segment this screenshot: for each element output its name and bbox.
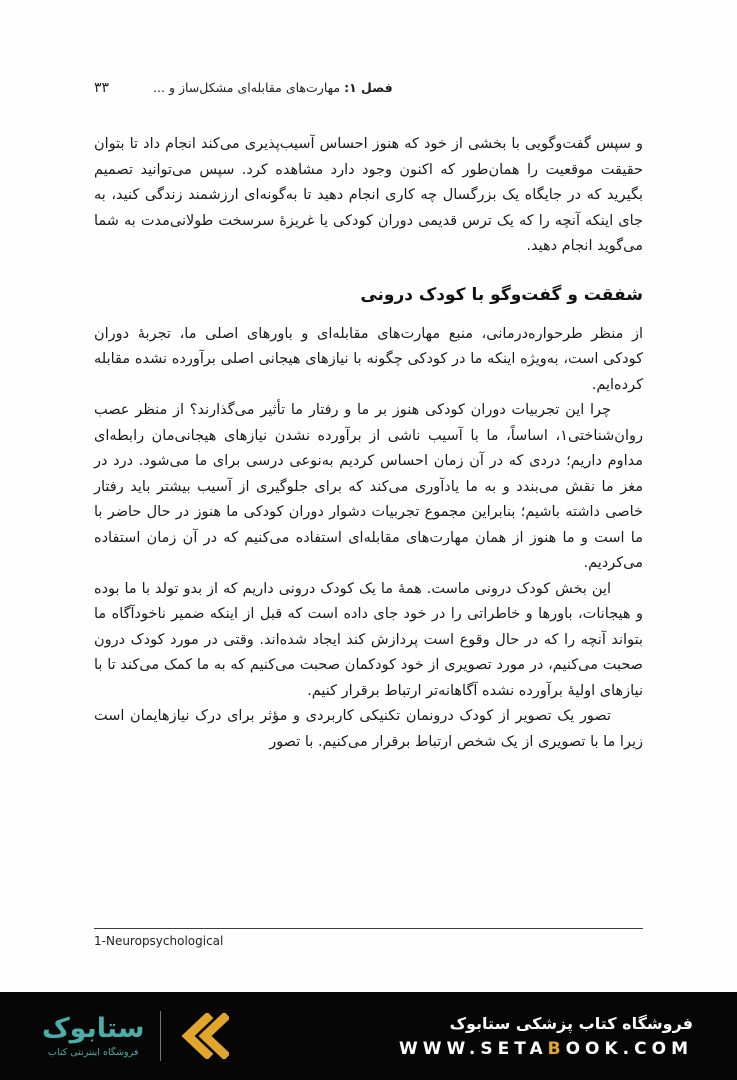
logo-subtitle: فروشگاه اینترنتی کتاب xyxy=(48,1046,139,1058)
logo-text-stack xyxy=(42,1014,144,1058)
footer-bar xyxy=(0,992,737,1080)
website-url xyxy=(399,1039,693,1059)
publisher-logo xyxy=(42,1011,229,1061)
chapter-title: مهارت‌های مقابله‌ای مشکل‌ساز و ... xyxy=(153,80,345,95)
logo-wordmark: ستابوک xyxy=(42,1013,145,1045)
store-tagline: فروشگاه کتاب پزشکی ستابوک xyxy=(449,1013,693,1033)
footnote-divider xyxy=(94,928,643,929)
url-suffix: OOK.COM xyxy=(565,1038,693,1059)
footnote-text: 1-Neuropsychological xyxy=(94,934,224,948)
intro-paragraph: و سپس گفت‌وگویی با بخشی از خود که هنوز احساس آسیب‌پذیری می‌کند انجام داد تا بتوان حقیقت موقعیت را همان‌طور که اکنون وجود دارد مشاهده کرد. سپس می‌توانید تصمیم بگیرید که در جایگاه یک بزرگسال چه کاری انجام دهید تا به‌گونه‌ای ارزشمند زندگی کنید، به جای اینکه آنچه را که یک ترس قدیمی دوران کودکی یا غریزهٔ سرسخت طولانی‌مدت به شما می‌گوید انجام دهید. xyxy=(94,136,643,254)
footer-branding xyxy=(399,1014,693,1059)
body-text xyxy=(94,132,643,755)
paragraph: چرا این تجربیات دوران کودکی هنوز بر ما و رفتار ما تأثیر می‌گذارند؟ از منظر عصب روان‌شناختی۱، اساساً، ما با آسیب ناشی از برآورده نشدن نیازهای هیجانی‌مان رابطه‌ای مداوم داریم؛ دردی که در آن زمان احساس کردیم به‌نوعی درسی برای ما می‌شود. درد در مغز ما نقش می‌بندد و به ما یادآوری می‌کند که برای جلوگیری از آسیب بیشتر باید رفتار خاصی داشته باشیم؛ بنابراین مجموع تجربیات دشوار دوران کودکی ما هنوز در حال حاضر با ما است و ما هنوز از همان مهارت‌های مقابله‌ای استفاده می‌کنیم که در آن زمان استفاده می‌کردیم. xyxy=(94,402,643,571)
paragraph: تصور یک تصویر از کودک درونمان تکنیکی کاربردی و مؤثر برای درک نیازهایمان است زیرا ما با تصویری از یک شخص ارتباط برقرار می‌کنیم. با تصور xyxy=(94,708,643,750)
chevron-logo-icon xyxy=(177,1013,229,1059)
paragraph: این بخش کودک درونی ماست. همهٔ ما یک کودک درونی داریم که از بدو تولد با ما بوده و هیجانات، باورها و خاطراتی را در خود جای داده است که قبل از اینکه ضمیر ناخودآگاه ما بتواند آنچه را که در حال وقوع است پردازش کند ایجاد شده‌اند. وقتی در مورد کودک درون صحبت می‌کنیم، در مورد تصویری از خود کودکمان صحبت می‌کنیم که به ما کمک می‌کند تا با نیازهای اولیهٔ برآورده نشده آگاهانه‌تر ارتباط برقرار کنیم. xyxy=(94,580,643,699)
page-number: ۳۳ xyxy=(94,80,110,96)
paragraph: از منظر طرحواره‌درمانی، منبع مهارت‌های مقابله‌ای و باورهای اصلی ما، تجربهٔ دوران کودکی است، به‌ویژه اینکه ما در کودکی چگونه با نیازهای هیجانی اصلی برآورده نشده مقابله کرده‌ایم. xyxy=(94,325,643,393)
url-highlight: B xyxy=(547,1038,566,1059)
running-head xyxy=(153,80,393,95)
section-heading: شفقت و گفت‌وگو با کودک درونی xyxy=(360,284,643,305)
page-header xyxy=(94,80,643,96)
url-prefix: WWW.SETA xyxy=(399,1038,548,1059)
footnote-area xyxy=(94,928,643,948)
chapter-label: فصل ۱: xyxy=(344,80,393,95)
logo-divider xyxy=(160,1011,161,1061)
